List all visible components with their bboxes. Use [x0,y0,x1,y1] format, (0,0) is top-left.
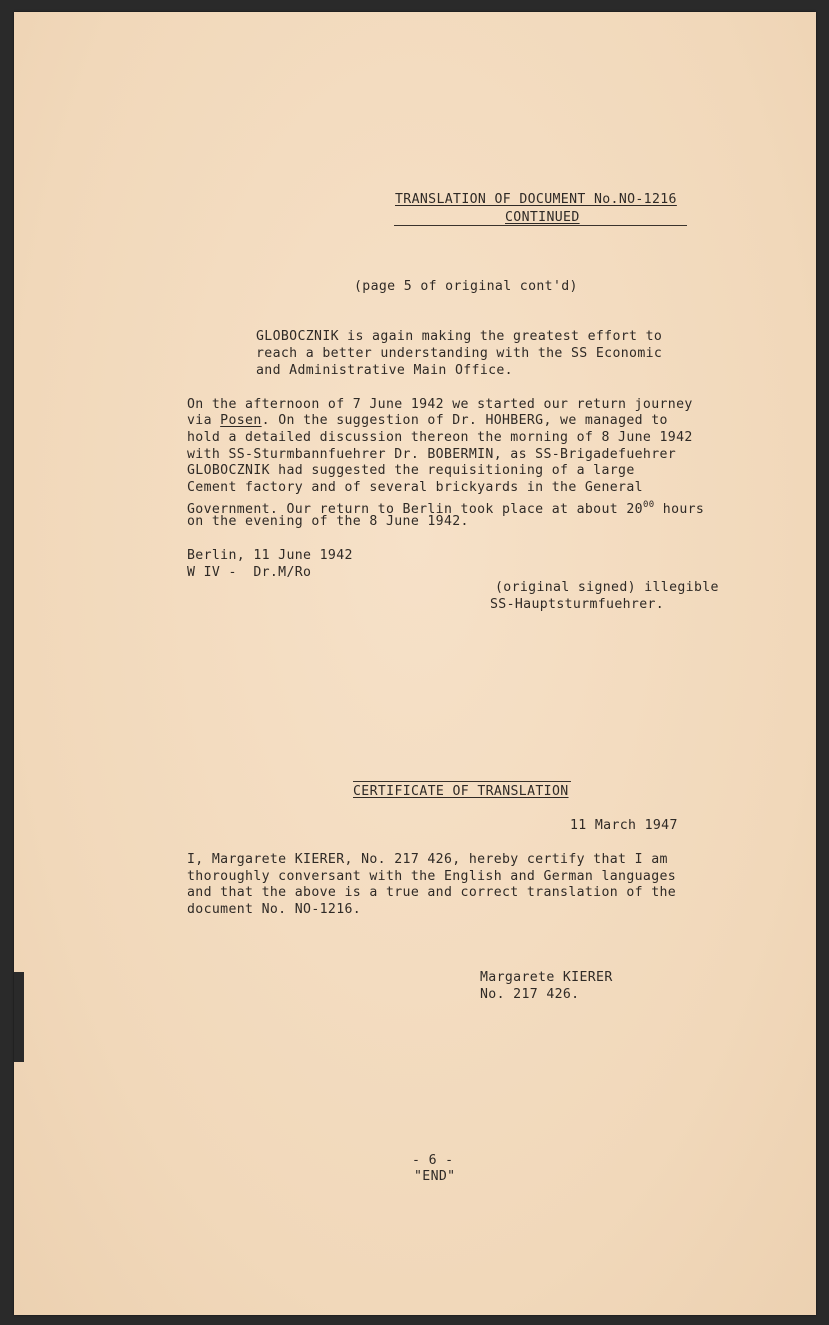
signer-rank: SS-Hauptsturmfuehrer. [490,597,665,612]
certificate-line: document No. NO-1216. [187,902,362,917]
certificate-line: thoroughly conversant with the English and German languages [187,869,677,884]
signature-note: (original signed) illegible [495,580,719,595]
paragraph2-line: Government. Our return to Berlin took place at about $20^{00}$ hours [187,500,705,517]
paragraph2-line: Cement factory and of several brickyards in the General [187,480,643,495]
paragraph1-line: reach a better understanding with the SS Economic [256,346,663,361]
paragraph1-line: GLOBOCZNIK is again making the greatest effort to [256,329,663,344]
paragraph2-line: with SS-Sturmbannfuehrer Dr. BOBERMIN, as SS-Brigadefuehrer [187,447,677,462]
document-subtitle: CONTINUED [505,210,580,225]
translator-name: Margarete KIERER [480,970,613,985]
paragraph2-line: hold a detailed discussion thereon the morning of 8 June 1942 [187,430,693,445]
certificate-date: 11 March 1947 [570,818,678,833]
torn-edge [14,972,24,1062]
certificate-line: and that the above is a true and correct translation of the [187,885,677,900]
place-date: Berlin, 11 June 1942 [187,548,353,563]
end-marker: "END" [414,1169,456,1184]
translator-number: No. 217 426. [480,987,580,1002]
page-reference: (page 5 of original cont'd) [354,279,578,294]
document-page [14,12,816,1315]
page-number: - 6 - [412,1153,454,1168]
paragraph2-line: On the afternoon of 7 June 1942 we started our return journey [187,397,693,412]
title-rule [394,225,687,226]
paragraph1-line: and Administrative Main Office. [256,363,513,378]
paragraph2-line: on the evening of the 8 June 1942. [187,514,469,529]
paragraph2-line: via Posen. On the suggestion of Dr. HOHBERG, we managed to [187,413,668,428]
document-title: TRANSLATION OF DOCUMENT No.NO-1216 [395,192,677,207]
place-posen: Posen [220,413,262,428]
paragraph2-line: GLOBOCZNIK had suggested the requisitioning of a large [187,463,635,478]
reference-code: W IV - Dr.M/Ro [187,565,312,580]
certificate-line: I, Margarete KIERER, No. 217 426, hereby certify that I am [187,852,668,867]
certificate-title: CERTIFICATE OF TRANSLATION [353,784,569,799]
certificate-top-rule [353,781,571,782]
